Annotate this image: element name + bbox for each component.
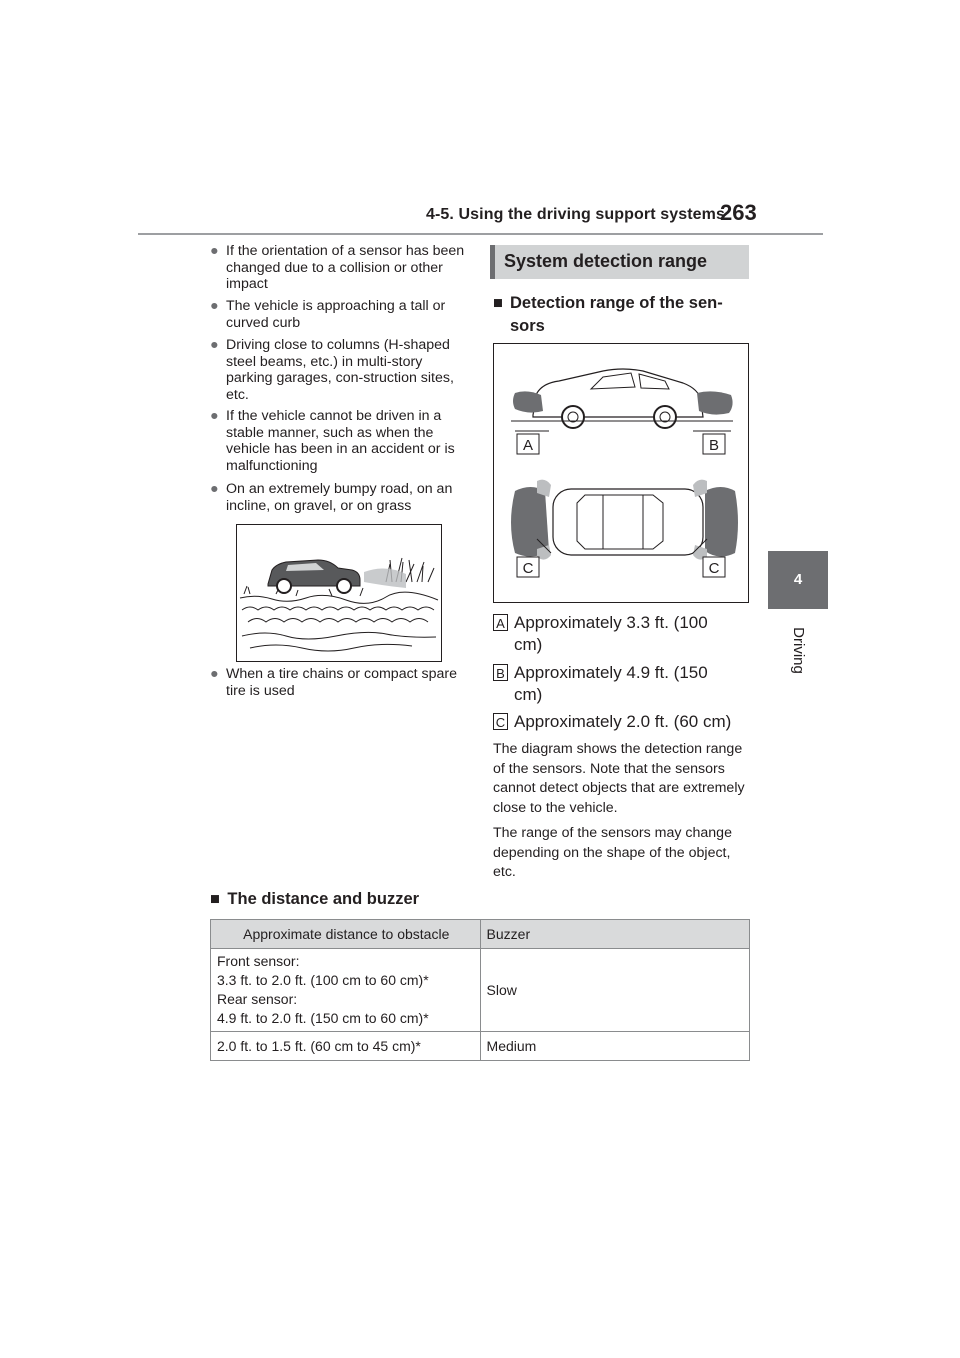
diagram-label-c-left: C (522, 560, 534, 577)
bullet-icon: ● (210, 666, 219, 682)
legend-item-b: B Approximately 4.9 ft. (150 cm) (493, 662, 733, 706)
table-cell: Slow (480, 949, 749, 1032)
table-cell: Medium (480, 1032, 749, 1061)
legend-key-b: B (493, 664, 508, 681)
bullet-icon: ● (210, 298, 219, 314)
section-heading: System detection range (504, 251, 708, 271)
chapter-tab-label: Driving (789, 626, 807, 674)
bullet-icon: ● (210, 243, 219, 259)
legend-key-a: A (493, 614, 508, 631)
section-title: 4-5. Using the driving support systems (426, 206, 725, 223)
bullet-icon: ● (210, 481, 219, 497)
table-header-row (211, 920, 750, 949)
diagram-label-b: B (708, 437, 720, 454)
detection-range-diagram (493, 343, 749, 603)
square-bullet-icon: ■ (210, 890, 220, 908)
subheading-distance: ■ The distance and buzzer (210, 890, 420, 908)
square-bullet-icon: ■ (493, 294, 503, 312)
page-number: 263 (720, 200, 757, 225)
bullet-item: ● If the orientation of a sensor has been changed due to a collision or other impact (210, 243, 465, 293)
bullet-item: ● On an extremely bumpy road, on an incline, on gravel, or on grass (210, 481, 453, 514)
bullet-item: ● The vehicle is approaching a tall or curved curb (210, 298, 446, 331)
column-header: Approximate distance to obstacle (211, 920, 481, 949)
diagram-label-c-right: C (708, 560, 720, 577)
legend-key-c: C (493, 713, 508, 730)
distance-buzzer-table (210, 919, 750, 1061)
diagram-label-a: A (522, 437, 534, 454)
bullet-item: ● When a tire chains or compact spare tire is used (210, 666, 458, 699)
bullet-icon: ● (210, 408, 219, 424)
legend-item-c: C Approximately 2.0 ft. (60 cm) (493, 711, 763, 733)
table-row (211, 949, 750, 1032)
bullet-item: ● Driving close to columns (H-shaped steel beams, etc.) in multi-story parking garages, con-struction sites, etc. (210, 337, 454, 403)
note-paragraph: The diagram shows the detection range of the sensors. Note that the sensors cannot detect objects that are extremely close to the vehicle. (493, 741, 745, 816)
table-cell: 2.0 ft. to 1.5 ft. (60 cm to 45 cm)* (211, 1032, 481, 1061)
bullet-icon: ● (210, 337, 219, 353)
section-heading-box (490, 245, 749, 279)
chapter-tab-number: 4 (768, 551, 828, 609)
subheading-detection: ■ Detection range of the sen-sors (493, 294, 723, 335)
table-cell: Front sensor: 3.3 ft. to 2.0 ft. (100 cm to 60 cm)* Rear sensor: 4.9 ft. to 2.0 ft. (150 cm to 60 cm)* (211, 949, 481, 1032)
bullet-item: ● If the vehicle cannot be driven in a stable manner, such as when the vehicle has been in an accident or is malfunctioning (210, 408, 455, 474)
car-top-view-icon (553, 489, 703, 555)
header-divider (138, 233, 823, 235)
bumpy-road-illustration (236, 524, 442, 662)
table-row (211, 1032, 750, 1061)
note-paragraph: The range of the sensors may change depending on the shape of the object, etc. (493, 825, 732, 880)
column-header: Buzzer (480, 920, 749, 949)
legend-item-a: A Approximately 3.3 ft. (100 cm) (493, 612, 733, 656)
